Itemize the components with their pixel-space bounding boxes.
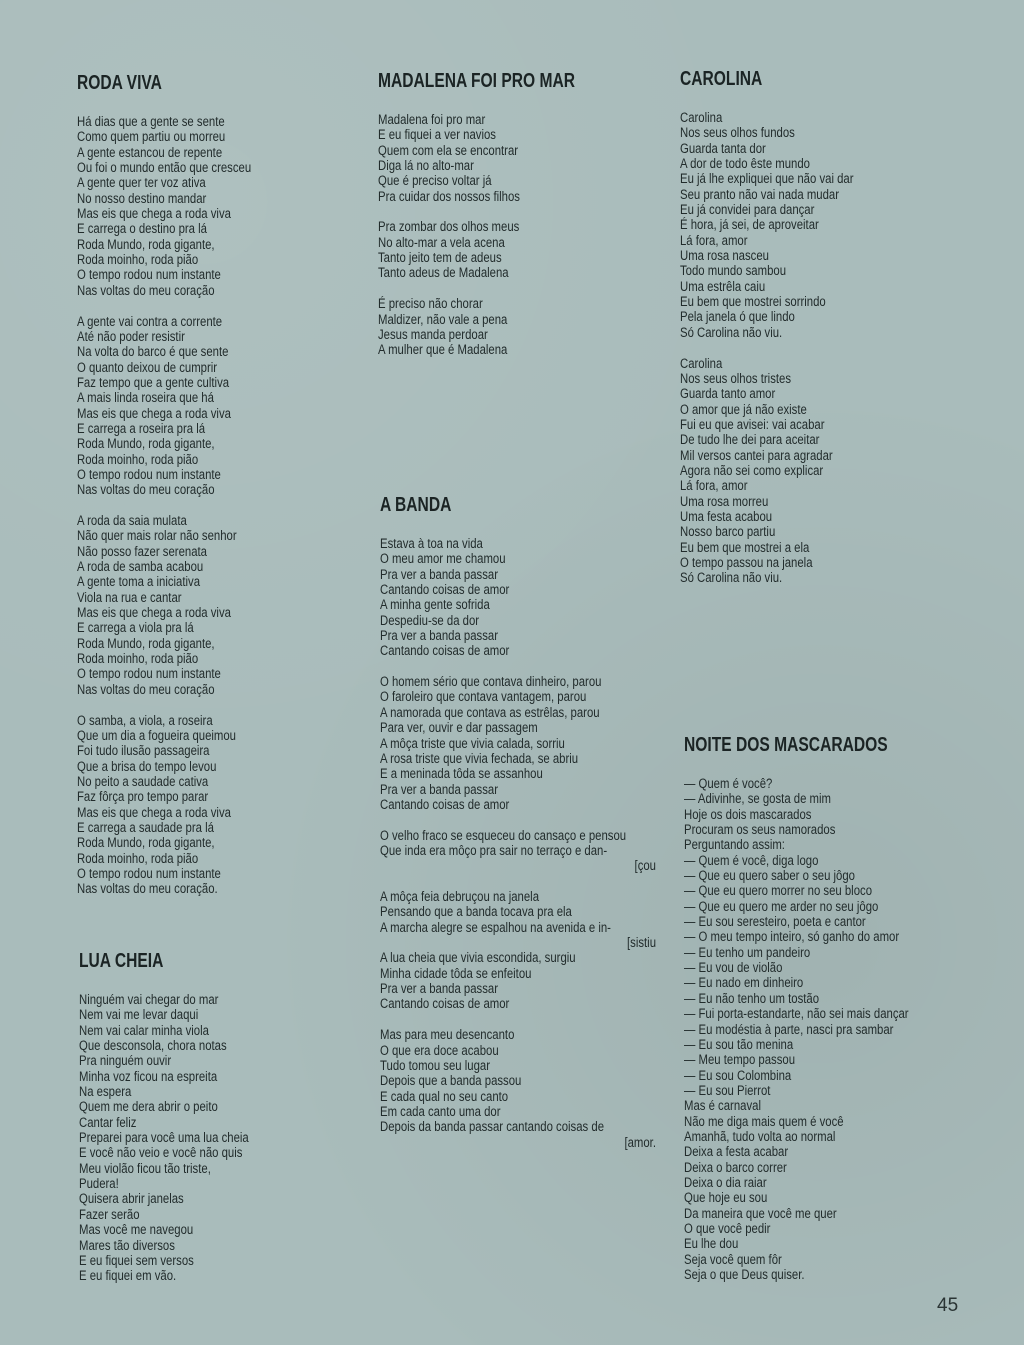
lyric-line: É hora, já sei, de aproveitar [680,217,819,234]
lyric-line: Mas eis que chega a roda viva [77,206,231,223]
lyric-line: A roda da saia mulata [77,513,187,530]
lyric-line: Maldizer, não vale a pena [378,311,508,328]
lyric-line: Todo mundo sambou [680,263,787,280]
song-a-banda [380,494,670,1166]
lyric-line: Minha voz ficou na espreita [79,1068,218,1085]
stanza [380,890,670,1013]
lyric-line: Tanto adeus de Madalena [378,265,509,282]
lyric-line: Depois da banda passar cantando coisas de [380,1119,605,1136]
lyric-line: Fazer serão [79,1206,140,1223]
lyric-line: Roda Mundo, roda gigante, [77,835,215,852]
lyric-line: O velho fraco se esqueceu do cansaço e pensou [380,827,627,844]
lyric-line: — Eu nado em dinheiro [684,975,804,992]
lyric-line: Ninguém vai chegar do mar [79,992,219,1008]
lyric-line: Mas eis que chega a roda viva [77,405,231,422]
stanza [378,220,668,281]
lyric-line: Que é preciso voltar já [378,173,492,190]
lyric-line: — Eu modéstia à parte, nasci pra sambar [684,1021,894,1038]
song-title: LUA CHEIA [79,950,164,972]
lyric-line: Uma rosa morreu [680,493,769,510]
lyric-line: É preciso não chorar [378,296,483,313]
lyric-line: Cantando coisas de amor [380,582,510,599]
song-title: MADALENA FOI PRO MAR [378,70,576,92]
lyric-line: O tempo passou na janela [680,555,813,572]
lyric-line: Ou foi o mundo então que cresceu [77,160,252,177]
song-title: NOITE DOS MASCARADOS [684,734,888,756]
lyric-line: A marcha alegre se espalhou na avenida e in- [380,919,611,936]
stanza [380,1028,670,1151]
lyric-line: Pra cuidar dos nossos filhos [378,188,520,205]
stanza [380,537,670,660]
lyric-line: O homem sério que contava dinheiro, parou [380,674,602,691]
lyric-line: Cantando coisas de amor [380,796,510,813]
song-carolina [680,68,980,602]
lyric-line: Nos seus olhos tristes [680,370,792,387]
lyric-line: Que inda era môço pra sair no terraço e dan- [380,842,608,859]
song-roda-viva [77,72,337,913]
lyric-line: Mas para meu desencanto [380,1027,515,1044]
song-lyrics [680,111,980,587]
lyric-line: Nem vai me levar daqui [79,1007,199,1024]
lyric-line: Mas eis que chega a roda viva [77,804,231,821]
lyric-line: O samba, a viola, a roseira [77,712,213,729]
song-lyrics [684,777,984,1283]
lyric-line: Eu lhe dou [684,1236,739,1253]
stanza [77,514,337,698]
lyric-line: Só Carolina não viu. [680,324,783,341]
lyric-line: Carolina [680,355,723,372]
lyric-line: — Que eu quero me arder no seu jôgo [684,898,879,915]
lyric-line: — Eu sou seresteiro, poeta e cantor [684,914,866,931]
song-lyrics [77,115,337,898]
lyric-line: Uma festa acabou [680,508,773,525]
lyric-line: Nas voltas do meu coração [77,282,215,299]
lyric-line: Na volta do barco é que sente [77,344,229,361]
lyric-line: Da maneira que você me quer [684,1205,837,1222]
lyric-line: A môça feia debruçou na janela [380,889,540,906]
song-noite-dos-mascarados [684,734,984,1299]
lyric-line: — Meu tempo passou [684,1052,796,1069]
lyric-line: Como quem partiu ou morreu [77,129,226,146]
stanza [378,297,668,358]
lyric-line: No peito a saudade cativa [77,773,209,790]
lyric-line: Pra ver a banda passar [380,781,498,798]
lyric-line: O tempo rodou num instante [77,865,221,882]
stanza [77,315,337,499]
lyric-line: O quanto deixou de cumprir [77,359,218,376]
lyric-line: Seu pranto não vai nada mudar [680,186,840,203]
lyric-line: Faz fôrça pro tempo parar [77,789,209,806]
lyric-line: Deixa o barco correr [684,1159,787,1176]
lyric-line: Eu bem que mostrei a ela [680,539,810,556]
lyric-line: Roda moinho, roda pião [77,252,199,269]
lyric-line: Que desconsola, chora notas [79,1038,227,1055]
lyric-line: Deixa o dia raiar [684,1174,767,1191]
lyric-line: Perguntando assim: [684,837,785,854]
lyric-line: Há dias que a gente se sente [77,114,225,130]
lyric-line: O que você pedir [684,1220,771,1237]
lyric-line: E eu fiquei a ver navios [378,127,496,144]
lyric-line: Nas voltas do meu coração. [77,881,218,898]
lyric-line: Eu já convidei para dançar [680,202,815,219]
lyric-line: [çou [634,858,656,875]
lyric-line: — Eu vou de violão [684,960,783,977]
stanza [380,675,670,813]
lyric-line: No alto-mar a vela acena [378,234,505,251]
song-title: A BANDA [380,494,452,516]
song-lyrics [378,113,668,359]
lyric-line: Fui eu que avisei: vai acabar [680,416,825,433]
lyric-line: Seja você quem fôr [684,1251,782,1268]
song-title: CAROLINA [680,68,763,90]
lyric-line: A gente quer ter voz ativa [77,175,206,192]
lyric-line: O faroleiro que contava vantagem, parou [380,689,587,706]
lyric-line: O tempo rodou num instante [77,466,221,483]
lyric-line: No nosso destino mandar [77,190,207,207]
lyric-line: E carrega a roseira pra lá [77,420,206,437]
lyric-line: E carrega a saudade pra lá [77,819,214,836]
lyric-line: Roda Mundo, roda gigante, [77,236,215,253]
lyric-line: — O meu tempo inteiro, só ganho do amor [684,929,900,946]
lyric-line: Nos seus olhos fundos [680,125,795,142]
lyric-line: [sistiu [626,935,656,952]
lyric-line: Despediu-se da dor [380,612,480,629]
lyric-line: A mulher que é Madalena [378,342,508,359]
stanza [380,829,670,875]
lyric-line: — Eu sou Colombina [684,1067,792,1084]
lyric-line: Uma rosa nasceu [680,248,769,265]
lyric-line: Viola na rua e cantar [77,589,182,606]
lyric-line: Roda moinho, roda pião [77,651,199,668]
lyric-line: Em cada canto uma dor [380,1103,501,1120]
lyric-line: Roda Mundo, roda gigante, [77,436,215,453]
song-lyrics [380,537,670,1151]
lyric-line: E carrega a viola pra lá [77,620,194,637]
lyric-line: Mas você me navegou [79,1222,194,1239]
lyric-line: O amor que já não existe [680,401,807,418]
lyric-line: O tempo rodou num instante [77,666,221,683]
lyric-line: — Eu não tenho um tostão [684,990,820,1007]
lyric-line: Não me diga mais quem é você [684,1113,844,1130]
lyric-line: E carrega o destino pra lá [77,221,207,238]
lyric-line: A gente toma a iniciativa [77,574,201,591]
stanza [378,113,668,205]
lyric-line: Preparei para você uma lua cheia [79,1130,249,1147]
lyric-line: — Eu sou tão menina [684,1036,794,1053]
lyric-line: E eu fiquei sem versos [79,1252,194,1269]
lyric-line: Pra ninguém ouvir [79,1053,172,1070]
lyric-line: Quisera abrir janelas [79,1191,184,1208]
lyric-line: Quem me dera abrir o peito [79,1099,218,1116]
lyric-line: E você não veio e você não quis [79,1145,243,1162]
lyric-line: Pra zombar dos olhos meus [378,219,520,236]
lyric-line: Eu bem que mostrei sorrindo [680,294,826,311]
lyric-line: Agora não sei como explicar [680,462,824,479]
lyric-line: A gente vai contra a corrente [77,313,223,330]
lyric-line: Jesus manda perdoar [378,326,488,343]
stanza [79,993,339,1285]
song-lua-cheia [79,950,339,1300]
lyric-line: — Que eu quero saber o seu jôgo [684,868,855,885]
lyric-line: Que hoje eu sou [684,1190,768,1207]
lyric-line: Guarda tanto amor [680,386,776,403]
lyric-line: Mil versos cantei para agradar [680,447,833,464]
lyric-line: Pra ver a banda passar [380,628,498,645]
lyric-line: Tanto jeito tem de adeus [378,250,502,267]
lyric-line: Cantando coisas de amor [380,996,510,1013]
lyric-line: Pela janela ó que lindo [680,309,795,326]
lyric-line: Nas voltas do meu coração [77,681,215,698]
lyric-line: A roda de samba acabou [77,559,204,576]
lyric-line: Roda moinho, roda pião [77,451,199,468]
lyric-line: A mais linda roseira que há [77,390,214,407]
lyric-line: Nas voltas do meu coração [77,482,215,499]
lyric-line: Só Carolina não viu. [680,570,783,587]
lyric-line: Não quer mais rolar não senhor [77,528,237,545]
lyric-line: Diga lá no alto-mar [378,158,474,175]
lyric-line: Minha cidade tôda se enfeitou [380,965,532,982]
stanza [684,777,984,1283]
lyric-line: — Fui porta-estandarte, não sei mais dançar [684,1006,909,1023]
lyric-line: Uma estrêla caiu [680,278,766,295]
lyric-line: — Que eu quero morrer no seu bloco [684,883,873,900]
lyric-line: A rosa triste que vivia fechada, se abriu [380,750,579,767]
lyric-line: Não posso fazer serenata [77,543,207,560]
lyric-line: Até não poder resistir [77,328,185,345]
stanza [680,357,980,587]
lyric-line: Lá fora, amor [680,232,748,249]
lyric-line: Seja o que Deus quiser. [684,1267,805,1283]
lyric-line: E a meninada tôda se assanhou [380,766,543,783]
lyric-line: — Eu tenho um pandeiro [684,944,811,961]
lyric-line: A môça triste que vivia calada, sorriu [380,735,565,752]
lyric-line: Carolina [680,110,723,126]
stanza [77,714,337,898]
song-lyrics [79,993,339,1285]
lyric-line: Que um dia a fogueira queimou [77,727,236,744]
lyric-line: — Adivinhe, se gosta de mim [684,791,831,808]
lyric-line: Nem vai calar minha viola [79,1022,209,1039]
lyric-line: Faz tempo que a gente cultiva [77,374,230,391]
lyric-line: Depois que a banda passou [380,1073,522,1090]
lyric-line: Amanhã, tudo volta ao normal [684,1128,836,1145]
lyric-line: Nosso barco partiu [680,524,776,541]
lyric-line: Deixa a festa acabar [684,1144,789,1161]
lyric-line: O que era doce acabou [380,1042,499,1059]
lyric-line: Cantar feliz [79,1114,137,1131]
lyric-line: — Eu sou Pierrot [684,1082,771,1099]
lyric-line: A gente estancou de repente [77,144,223,161]
lyric-line: Mares tão diversos [79,1237,175,1254]
lyric-line: Eu já lhe expliquei que não vai dar [680,171,854,188]
lyric-line: E cada qual no seu canto [380,1088,509,1105]
lyric-line: Pensando que a banda tocava pra ela [380,904,572,921]
lyric-line: De tudo lhe dei para aceitar [680,432,820,449]
lyric-line: Pra ver a banda passar [380,981,498,998]
song-madalena-foi-pro-mar [378,70,668,374]
lyric-line: Quem com ela se encontrar [378,142,519,159]
lyric-line: Tudo tomou seu lugar [380,1057,490,1074]
lyric-line: Roda moinho, roda pião [77,850,199,867]
lyric-line: A namorada que contava as estrêlas, parou [380,704,600,721]
lyric-line: Lá fora, amor [680,478,748,495]
song-title: RODA VIVA [77,72,162,94]
lyric-line: Guarda tanta dor [680,140,766,157]
lyric-line: Procuram os seus namorados [684,822,836,839]
lyric-line: A lua cheia que vivia escondida, surgiu [380,950,576,967]
lyric-line: A dor de todo êste mundo [680,156,810,173]
lyric-line: Pra ver a banda passar [380,566,498,583]
lyric-line: Hoje os dois mascarados [684,806,812,823]
page-number: 45 [937,1295,959,1316]
lyric-line: Madalena foi pro mar [378,112,486,128]
lyric-line: Mas é carnaval [684,1098,761,1115]
lyric-line: Foi tudo ilusão passageira [77,743,210,760]
stanza [680,111,980,341]
stanza [77,115,337,299]
lyric-line: Para ver, ouvir e dar passagem [380,720,538,737]
lyric-line: Cantando coisas de amor [380,643,510,660]
lyric-line: O meu amor me chamou [380,551,506,568]
lyric-line: Na espera [79,1084,132,1101]
lyric-line: Estava à toa na vida [380,536,483,552]
lyric-line: E eu fiquei em vão. [79,1268,177,1285]
lyric-line: A minha gente sofrida [380,597,490,614]
lyric-line: Mas eis que chega a roda viva [77,605,231,622]
lyric-line: Pudera! [79,1176,119,1193]
lyric-line: Roda Mundo, roda gigante, [77,635,215,652]
lyric-line: O tempo rodou num instante [77,267,221,284]
lyric-line: [amor. [624,1134,656,1151]
lyric-line: — Quem é você? [684,776,773,792]
lyric-line: — Quem é você, diga logo [684,852,819,869]
lyric-line: Que a brisa do tempo levou [77,758,217,775]
lyric-line: Meu violão ficou tão triste, [79,1160,211,1177]
